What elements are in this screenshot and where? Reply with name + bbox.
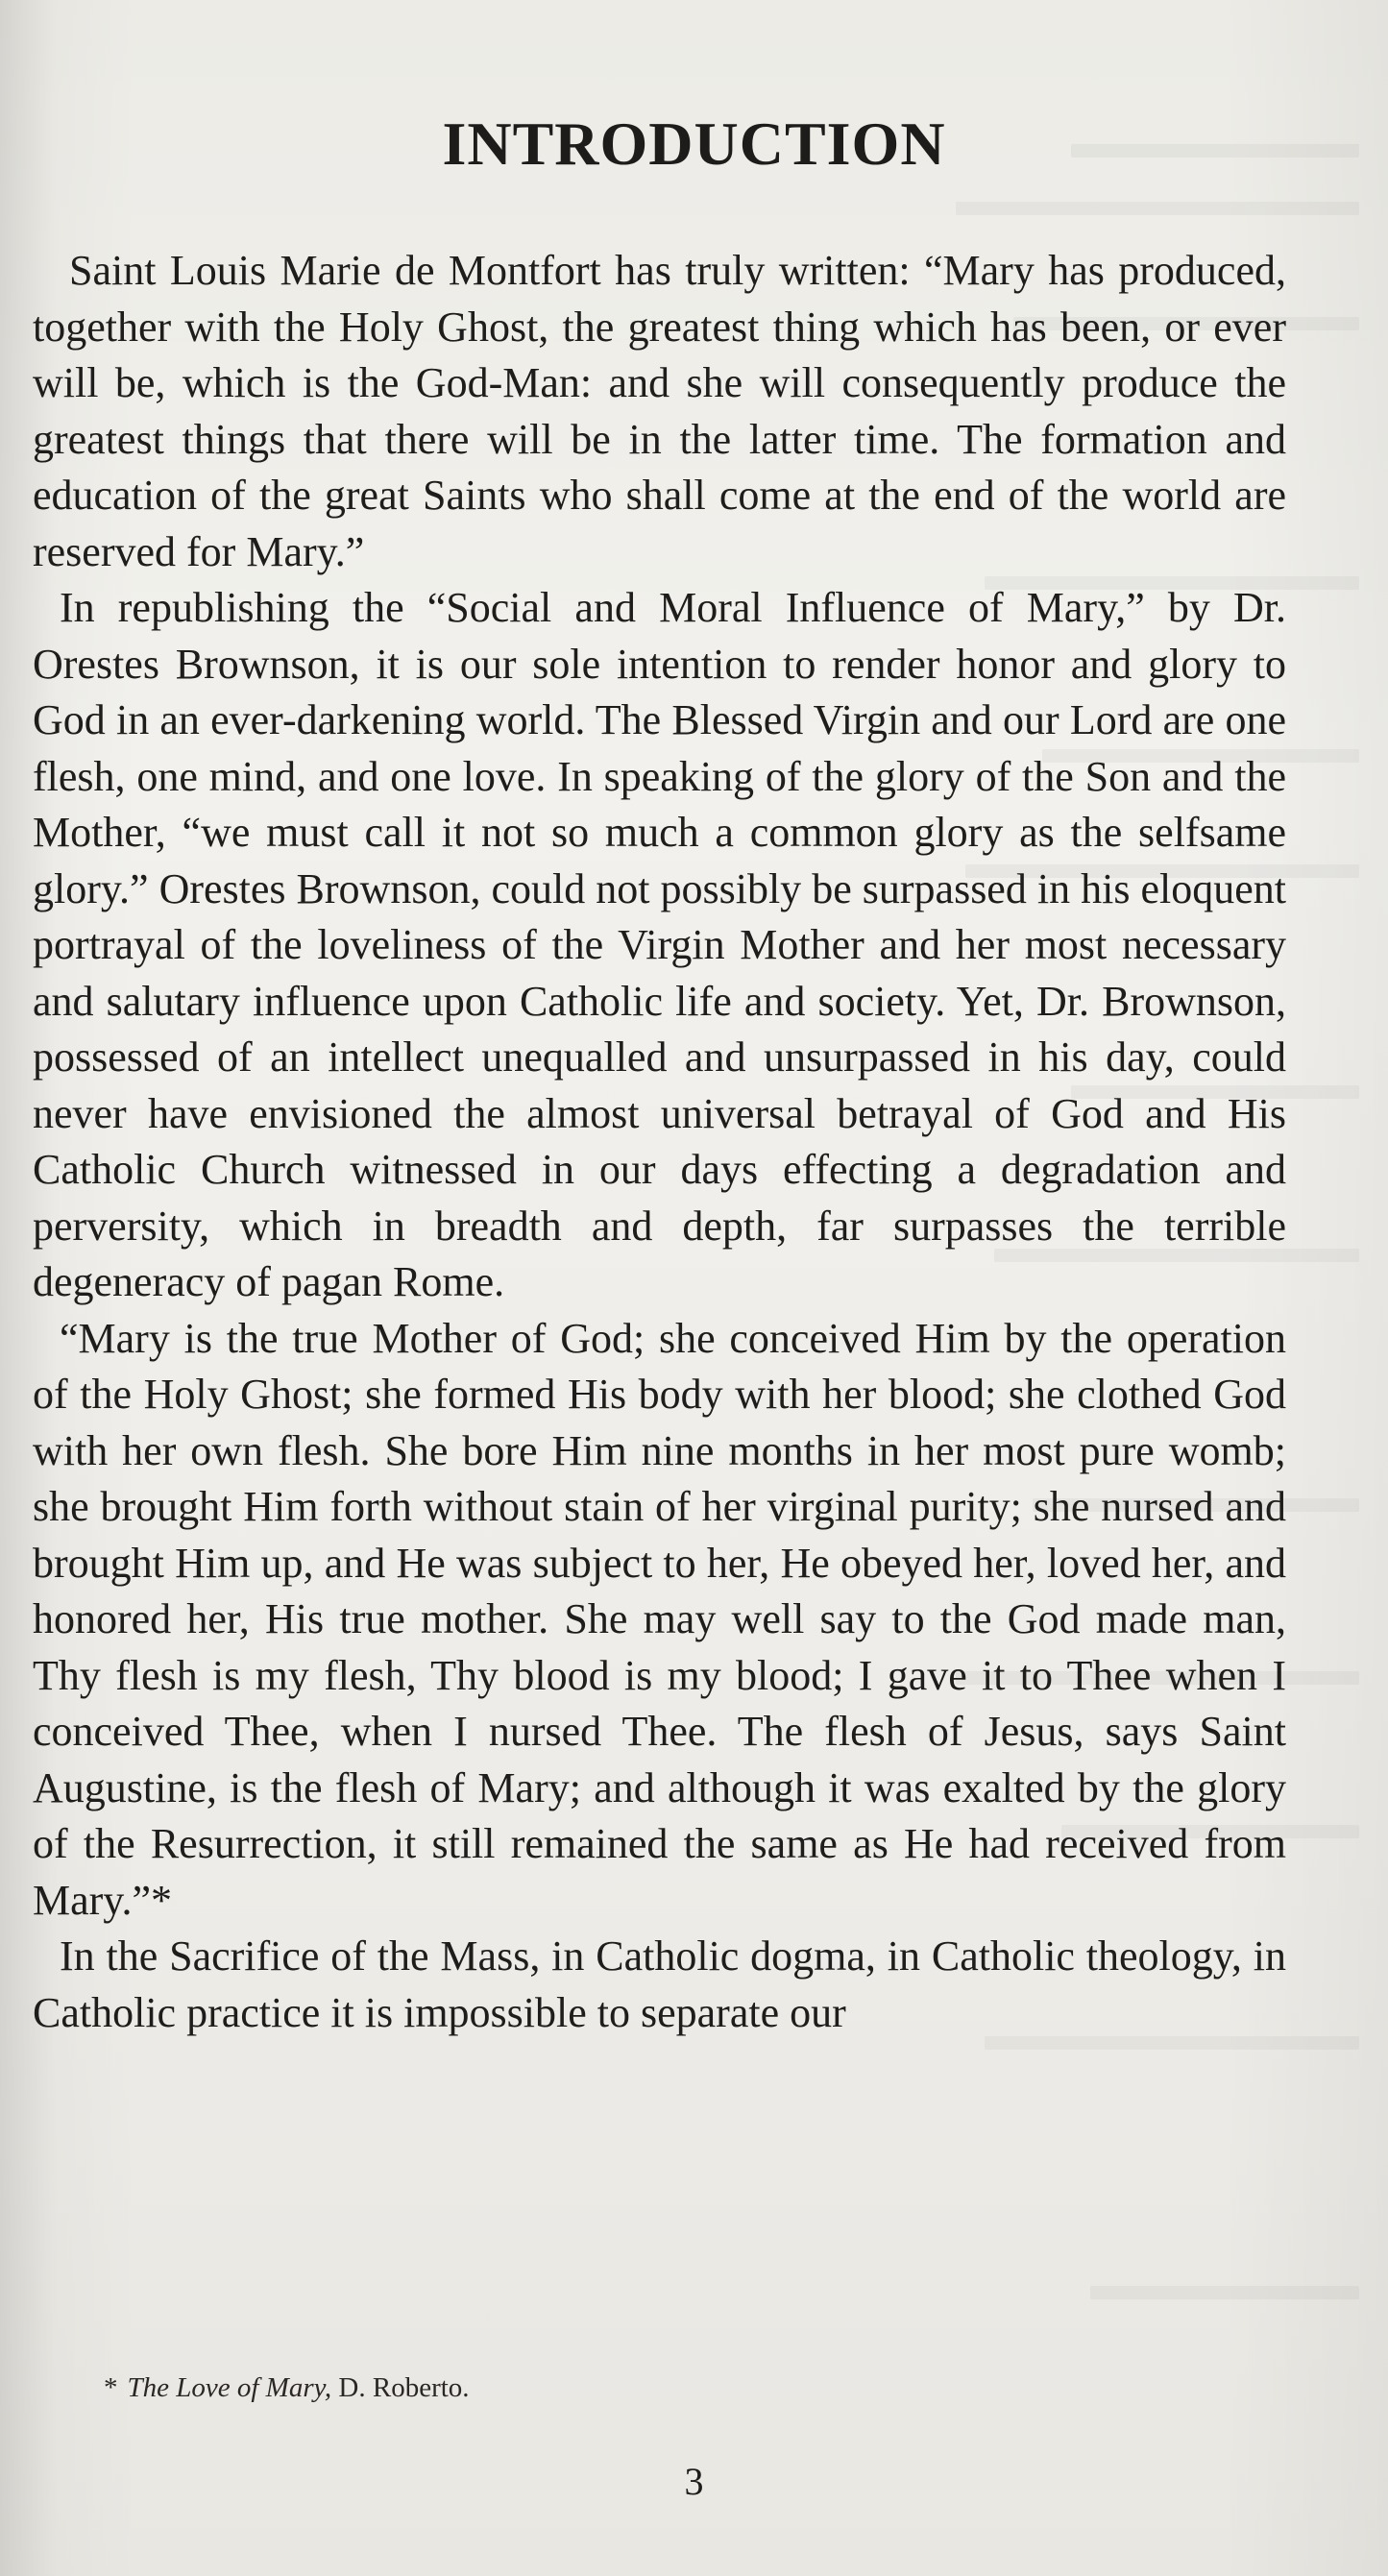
footnote-marker: *	[104, 2372, 118, 2403]
footnote-source-title: The Love of Mary,	[127, 2372, 332, 2403]
footnote	[104, 2372, 470, 2404]
paragraph: In republishing the “Social and Moral Influence of Mary,” by Dr. Orestes Brownson, it is our sole intention to render honor and glory to God in an ever-darkening world. The Blessed Virgin and our Lord are one flesh, one mind, and one love. In speaking of the glory of the Son and the Mother, “we must call it not so much a common glory as the selfsame glory.” Orestes Brownson, could not possibly be surpassed in his eloquent portrayal of the loveliness of the Virgin Mother and her most necessary and salutary influence upon Catholic life and society. Yet, Dr. Brownson, possessed of an intellect unequalled and unsurpassed in his day, could never have envisioned the almost universal betrayal of God and His Catholic Church witnessed in our days effecting a degradation and perversity, which in breadth and depth, far surpasses the terrible degeneracy of pagan Rome.	[33, 584, 1286, 1305]
body-text	[33, 243, 1286, 2041]
chapter-title: INTRODUCTION	[442, 109, 946, 178]
footnote-author: D. Roberto.	[338, 2372, 470, 2403]
page-number: 3	[684, 2460, 704, 2503]
paragraph: Saint Louis Marie de Montfort has truly written: “Mary has produced, together with the Holy Ghost, the greatest thing which has been, or ever will be, which is the God-Man: and she will consequently produce the greatest things that there will be in the latter time. The formation and education of the great Saints who shall come at the end of the world are reserved for Mary.”	[33, 247, 1286, 575]
paragraph: “Mary is the true Mother of God; she conceived Him by the operation of the Holy Ghost; she formed His body with her blood; she clothed God with her own flesh. She bore Him nine months in her most pure womb; she brought Him forth without stain of her virginal purity; she nursed and brought Him up, and He was subject to her, He obeyed her, loved her, and honored her, His true mother. She may well say to the God made man, Thy flesh is my flesh, Thy blood is my blood; I gave it to Thee when I conceived Thee, when I nursed Thee. The flesh of Jesus, says Saint Augustine, is the flesh of Mary; and although it was exalted by the glory of the Resurrection, it still remained the same as He had received from Mary.”*	[33, 1314, 1286, 1924]
paragraph: In the Sacrifice of the Mass, in Catholic dogma, in Catholic theology, in Catholic practice it is impossible to separate our	[33, 1932, 1286, 2036]
